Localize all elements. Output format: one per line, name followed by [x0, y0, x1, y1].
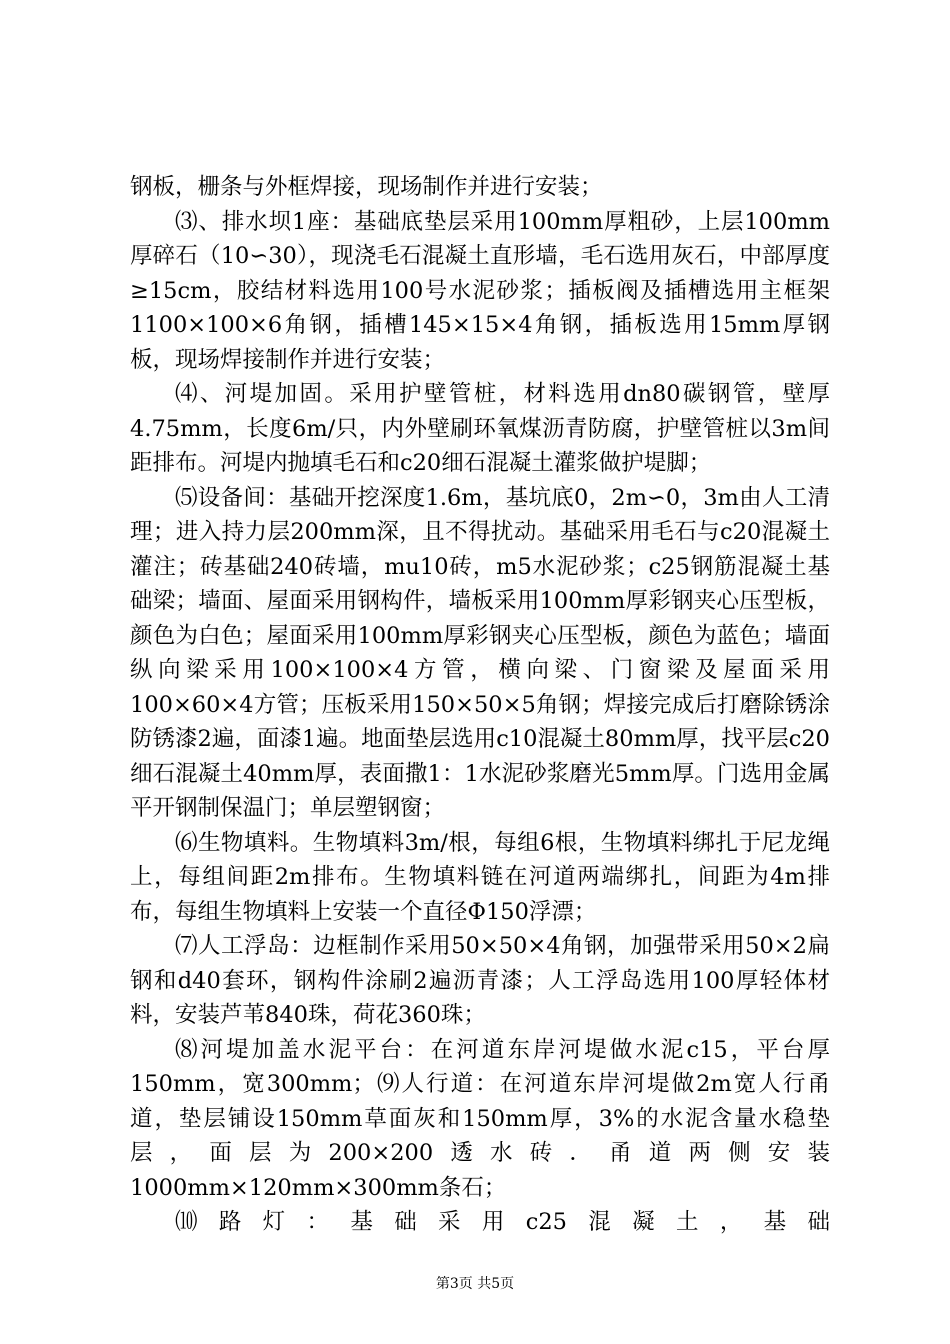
paragraph-2: ⑶、排水坝1座：基础底垫层采用100mm厚粗砂，上层100mm厚碎石（10∽30），现浇毛石混凝土直形墙，毛石选用灰石，中部厚度≥15cm，胶结材料选用100号水泥砂浆；插板阀及插槽选用主框架1100×100×6角钢，插槽145×15×4角钢，插板选用15mm厚钢板，现场焊接制作并进行安装； — [130, 208, 830, 373]
paragraph-5: ⑹生物填料。生物填料3m/根，每组6根，生物填料绑扎于尼龙绳上，每组间距2m排布。生物填料链在河道两端绑扎，间距为4m排布，每组生物填料上安装一个直径Φ150浮漂； — [130, 829, 830, 925]
paragraph-7: ⑻河堤加盖水泥平台：在河道东岸河堤做水泥c15，平台厚150mm，宽300mm；⑼人行道：在河道东岸河堤做2m宽人行甬道，垫层铺设150mm草面灰和150mm厚，3%的水泥含量水稳垫层，面层为200×200透水砖．甬道两侧安装1000mm×120mm×300mm条石； — [130, 1036, 830, 1201]
paragraph-3: ⑷、河堤加固。采用护壁管桩，材料选用dn80碳钢管，壁厚4.75mm，长度6m/只，内外壁刷环氧煤沥青防腐，护壁管桩以3m间距排布。河堤内抛填毛石和c20细石混凝土灌浆做护堤脚； — [130, 381, 830, 476]
page-number: 第3页 共5页 — [435, 1276, 515, 1292]
paragraph-4: ⑸设备间：基础开挖深度1.6m，基坑底0，2m∽0，3m由人工清理；进入持力层200mm深，且不得扰动。基础采用毛石与c20混凝土灌注；砖基础240砖墙，mu10砖，m5水泥砂浆；c25钢筋混凝土基础梁；墙面、屋面采用钢构件，墙板采用100mm厚彩钢夹心压型板，颜色为白色；屋面采用100mm厚彩钢夹心压型板，颜色为蓝色；墙面纵向梁采用100×100×4方管，横向梁、门窗梁及屋面采用100×60×4方管；压板采用150×50×5角钢；焊接完成后打磨除锈涂防锈漆2遍，面漆1遍。地面垫层选用c10混凝土80mm厚，找平层c20细石混凝土40mm厚，表面撒1：1水泥砂浆磨光5mm厚。门选用金属平开钢制保温门；单层塑钢窗； — [130, 484, 830, 821]
paragraph-6: ⑺人工浮岛：边框制作采用50×50×4角钢，加强带采用50×2扁钢和d40套环，钢构件涂刷2遍沥青漆；人工浮岛选用100厚轻体材料，安装芦苇840珠，荷花360珠； — [130, 933, 830, 1028]
page-footer — [0, 1273, 950, 1293]
paragraph-1: 钢板，栅条与外框焊接，现场制作并进行安装； — [130, 174, 603, 200]
body-text — [130, 170, 830, 1240]
paragraph-8: ⑽路灯：基础采用c25混凝土，基础 — [175, 1209, 830, 1235]
